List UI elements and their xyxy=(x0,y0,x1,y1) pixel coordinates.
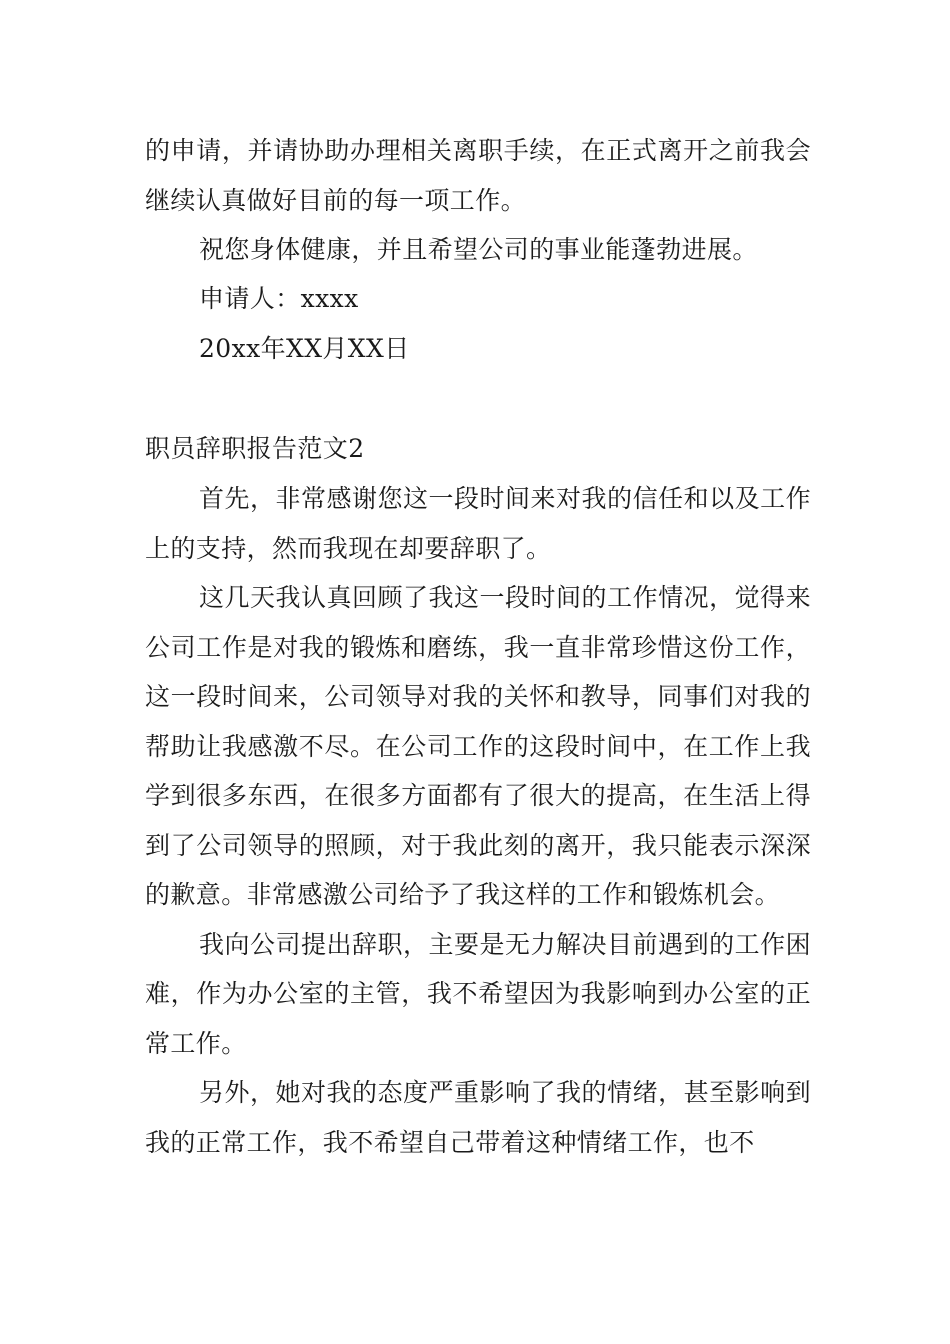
continuation-paragraph xyxy=(145,126,811,225)
paragraph-3: 我向公司提出辞职，主要是无力解决目前遇到的工作困难，作为办公室的主管，我不希望因为我影响到办公室的正常工作。 xyxy=(145,929,811,1058)
body-text xyxy=(145,474,811,1167)
paragraph-1: 首先，非常感谢您这一段时间来对我的信任和以及工作上的支持，然而我现在却要辞职了。 xyxy=(145,484,811,563)
paragraph-4: 另外，她对我的态度严重影响了我的情绪，甚至影响到我的正常工作，我不希望自己带着这种情绪工作，也不 xyxy=(145,1078,811,1157)
paragraph-2: 这几天我认真回顾了我这一段时间的工作情况，觉得来公司工作是对我的锻炼和磨练，我一直非常珍惜这份工作，这一段时间来，公司领导对我的关怀和教导，同事们对我的帮助让我感激不尽。在公司工作的这段时间中，在工作上我学到很多东西，在很多方面都有了很大的提高，在生活上得到了公司领导的照顾，对于我此刻的离开，我只能表示深深的歉意。非常感激公司给予了我这样的工作和锻炼机会。 xyxy=(145,583,811,909)
closing-wish: 祝您身体健康，并且希望公司的事业能蓬勃进展。 xyxy=(199,235,758,264)
date-line: 20xx年XX月XX日 xyxy=(199,334,410,363)
applicant-line: 申请人：xxxx xyxy=(199,284,359,313)
continuation-text: 的申请，并请协助办理相关离职手续，在正式离开之前我会继续认真做好目前的每一项工作。 xyxy=(145,136,811,215)
section-title: 职员辞职报告范文2 xyxy=(145,434,365,463)
